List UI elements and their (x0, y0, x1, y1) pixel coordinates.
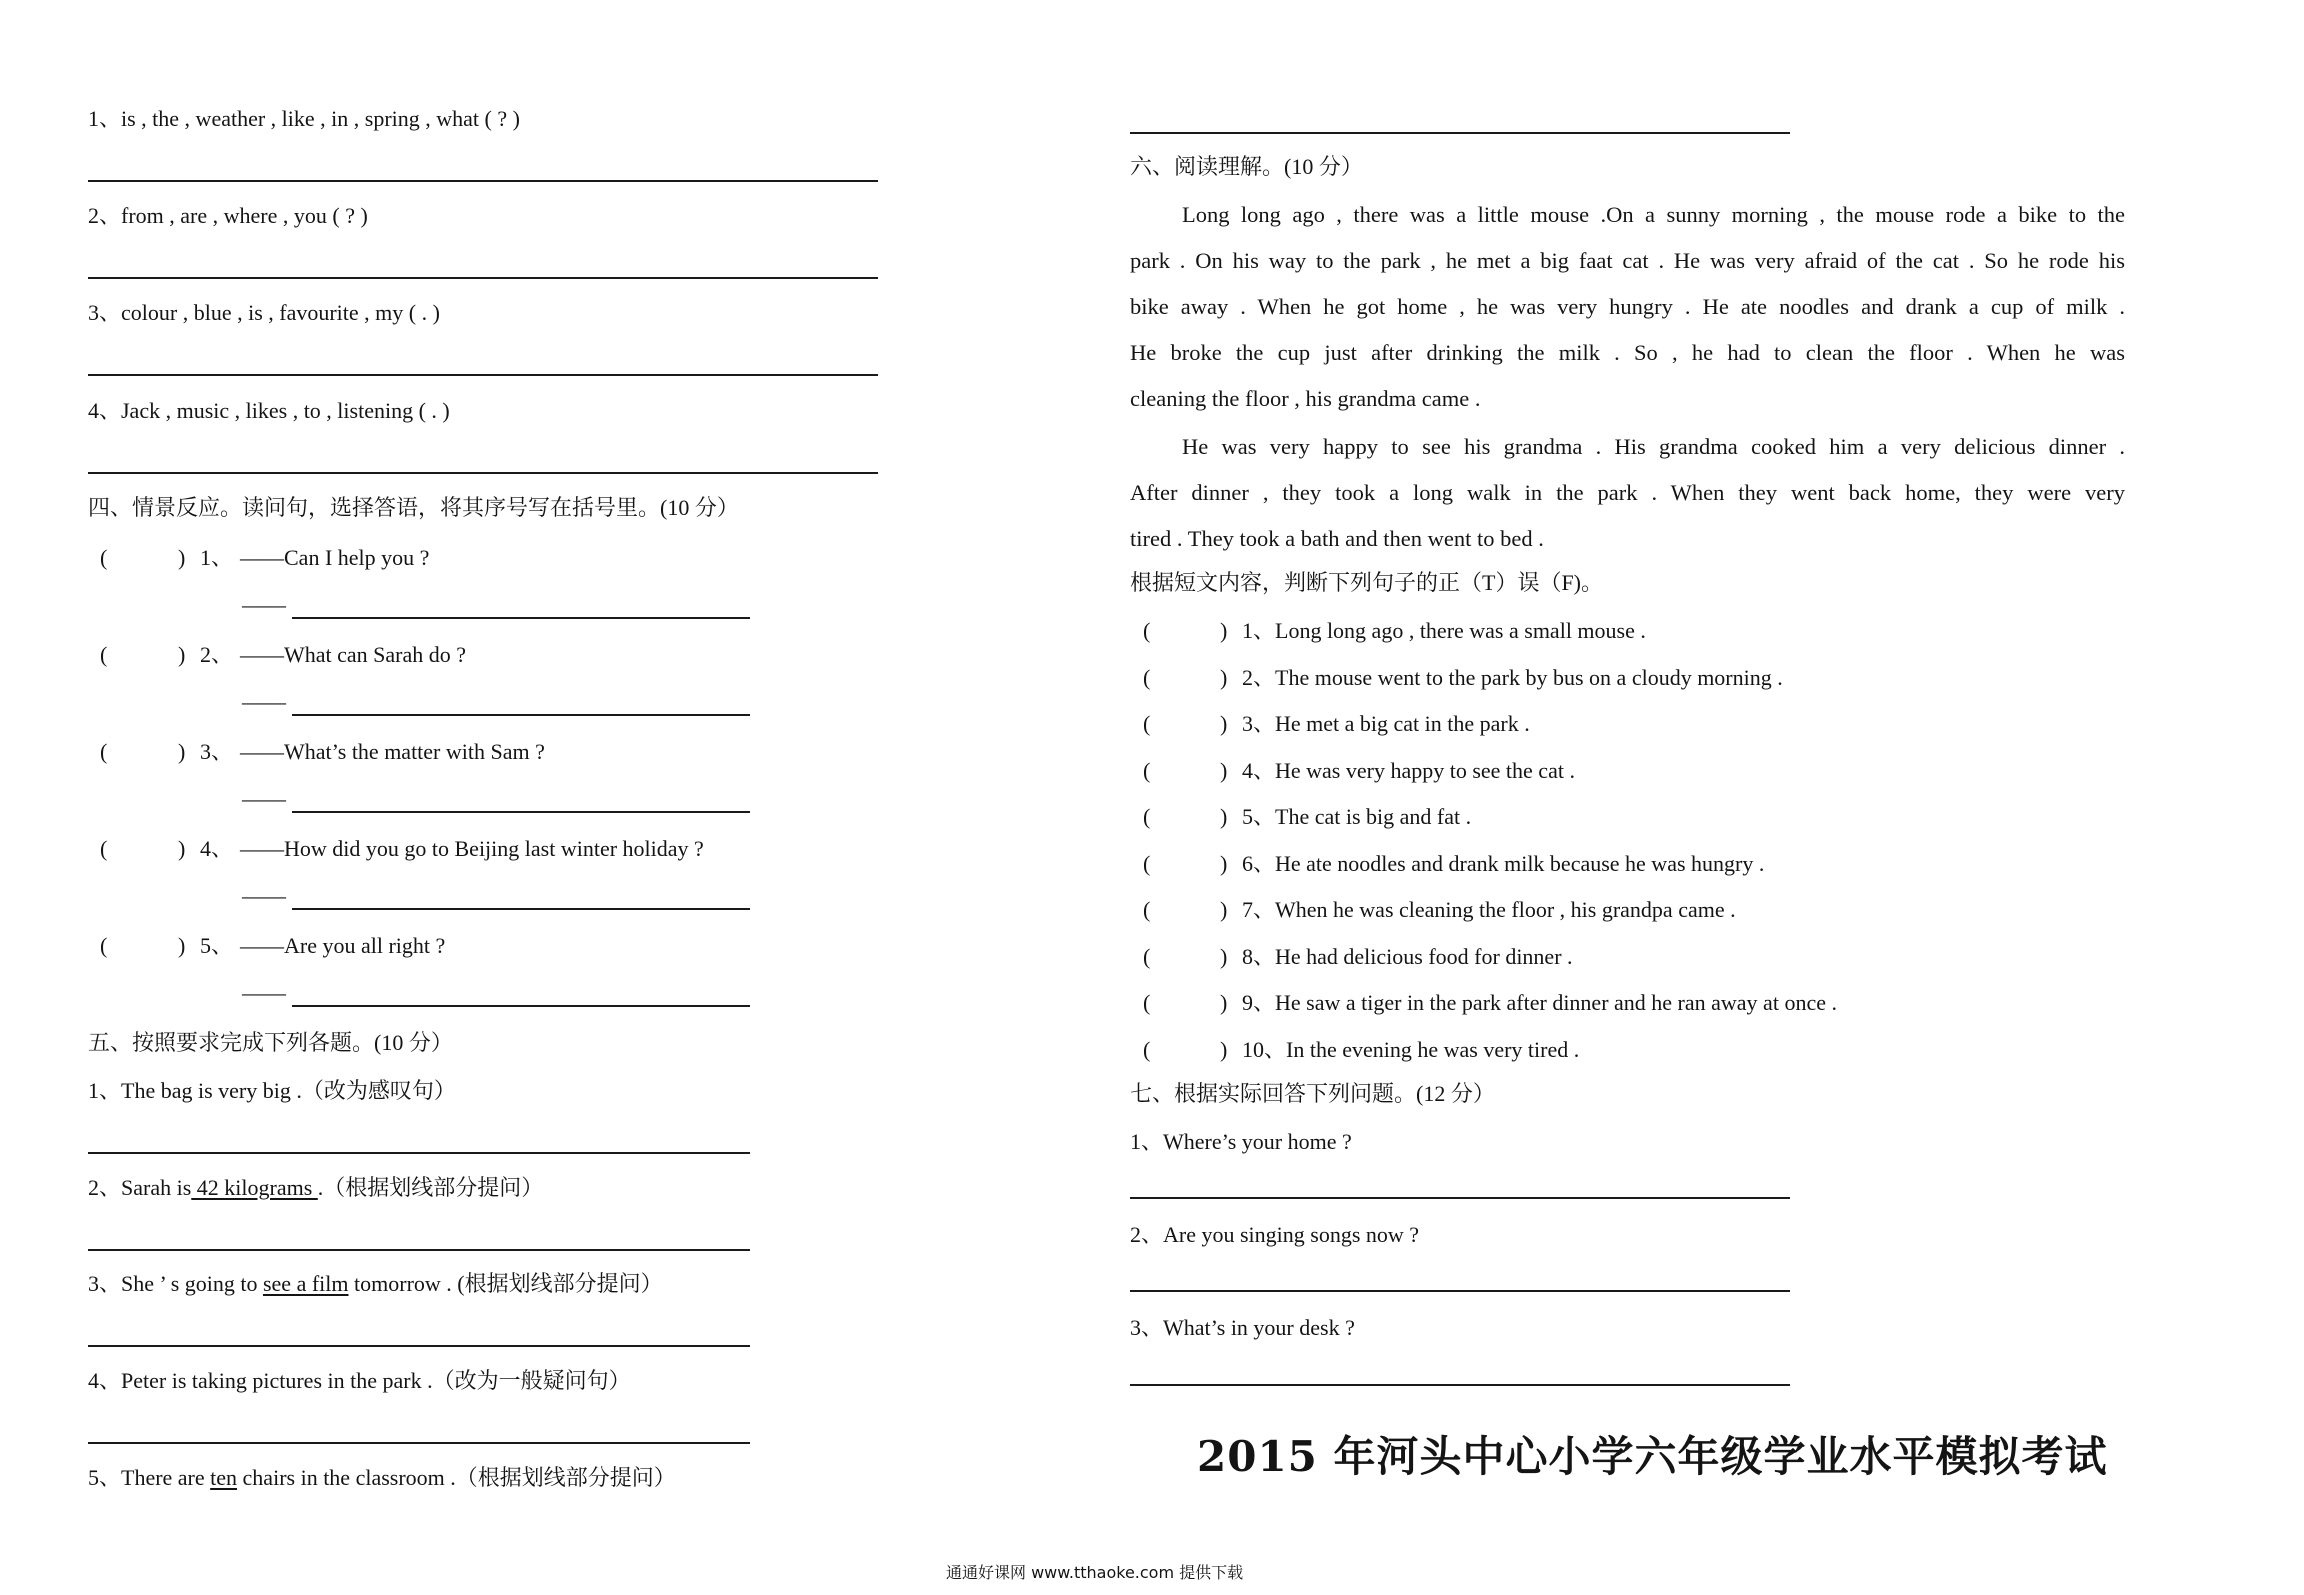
answer-question-2: 2、Are you singing songs now ? (1130, 1222, 1420, 1247)
item-instruction: （改为感叹句） (301, 1078, 456, 1103)
answer-paren-open: ( (1143, 618, 1151, 643)
answer-paren-close: ) (1220, 711, 1228, 736)
item-text: 1、The bag is very big . (88, 1078, 302, 1103)
answer-paren-close: ) (1220, 851, 1228, 876)
passage-line: He broke the cup just after drinking the milk . So , he had to clean the floor . When he was (1130, 340, 2125, 365)
item-instruction: （改为一般疑问句） (432, 1368, 631, 1393)
passage-line: cleaning the floor , his grandma came . (1130, 386, 1481, 411)
answer-paren-close: ) (178, 545, 186, 570)
reading-passage-p2 (1130, 424, 2125, 562)
dialog-number: 2、 (200, 642, 234, 667)
answer-paren-close: ) (1220, 665, 1228, 690)
item-instruction: tomorrow . (根据划线部分提问） (348, 1271, 663, 1296)
item-text: 5、There are (88, 1465, 211, 1490)
answer-paren-open: ( (100, 545, 108, 570)
dialog-number: 5、 (200, 933, 234, 958)
answer-paren-close: ) (178, 642, 186, 667)
reorder-item-2: 2、from , are , where , you ( ? ) (88, 203, 368, 228)
answer-line[interactable] (88, 277, 878, 279)
transform-item-2 (88, 1177, 543, 1199)
section-4-heading: 四、情景反应。读问句，选择答语，将其序号写在括号里。(10 分） (88, 495, 739, 520)
tf-item-4: 4、He was very happy to see the cat . (1242, 758, 1575, 783)
answer-line[interactable] (88, 374, 878, 376)
tf-item-3: 3、He met a big cat in the park . (1242, 711, 1530, 736)
answer-line[interactable] (88, 1442, 750, 1444)
answer-question-3: 3、What’s in your desk ? (1130, 1315, 1355, 1340)
tf-item-2: 2、The mouse went to the park by bus on a cloudy morning . (1242, 665, 1783, 690)
tf-item-8: 8、He had delicious food for dinner . (1242, 944, 1573, 969)
passage-line: tired . They took a bath and then went to bed . (1130, 526, 1544, 551)
underlined-phrase: 42 kilograms (191, 1175, 318, 1200)
passage-line: After dinner , they took a long walk in the park . When they went back home, they were very (1130, 480, 2125, 505)
answer-paren-open: ( (100, 642, 108, 667)
answer-line[interactable] (292, 811, 750, 813)
dialog-question: ——What’s the matter with Sam ? (240, 739, 545, 764)
answer-line[interactable] (1130, 1197, 1790, 1199)
answer-paren-close: ) (1220, 897, 1228, 922)
tf-item-9: 9、He saw a tiger in the park after dinner and he ran away at once . (1242, 990, 1837, 1015)
answer-paren-close: ) (1220, 618, 1228, 643)
answer-paren-close: ) (1220, 758, 1228, 783)
true-false-instruction: 根据短文内容，判断下列句子的正（T）误（F)。 (1130, 570, 1604, 595)
answer-line[interactable] (292, 617, 750, 619)
answer-question-1: 1、Where’s your home ? (1130, 1129, 1352, 1154)
answer-paren-open: ( (100, 836, 108, 861)
passage-line: bike away . When he got home , he was very hungry . He ate noodles and drank a cup of milk . (1130, 294, 2125, 319)
footer-source: 通通好课网 www.tthaoke.com 提供下载 (946, 1563, 1244, 1582)
dialog-number: 1、 (200, 545, 234, 570)
passage-line: He was very happy to see his grandma . His grandma cooked him a very delicious dinner . (1182, 434, 2125, 459)
answer-paren-open: ( (100, 933, 108, 958)
exam-title: 2015 年河头中心小学六年级学业水平模拟考试 (1197, 1432, 2108, 1481)
answer-line[interactable] (292, 1005, 750, 1007)
answer-line[interactable] (1130, 1384, 1790, 1386)
answer-line[interactable] (88, 1249, 750, 1251)
answer-line[interactable] (292, 714, 750, 716)
answer-paren-open: ( (1143, 665, 1151, 690)
answer-line[interactable] (1130, 1290, 1790, 1292)
answer-paren-open: ( (100, 739, 108, 764)
tf-item-7: 7、When he was cleaning the floor , his grandpa came . (1242, 897, 1736, 922)
passage-line: Long long ago , there was a little mouse .On a sunny morning , the mouse rode a bike to the (1182, 202, 2125, 227)
answer-paren-open: ( (1143, 758, 1151, 783)
reorder-item-3: 3、colour , blue , is , favourite , my ( . ) (88, 300, 440, 325)
answer-paren-close: ) (178, 739, 186, 764)
answer-dash: —— (242, 980, 286, 1005)
answer-paren-close: ) (1220, 804, 1228, 829)
dialog-number: 4、 (200, 836, 234, 861)
passage-line: park . On his way to the park , he met a big faat cat . He was very afraid of the cat . So he rode his (1130, 248, 2125, 273)
dialog-question: ——How did you go to Beijing last winter holiday ? (240, 836, 704, 861)
answer-paren-open: ( (1143, 944, 1151, 969)
dialog-question: ——What can Sarah do ? (240, 642, 467, 667)
answer-paren-open: ( (1143, 851, 1151, 876)
answer-dash: —— (242, 786, 286, 811)
reorder-item-1: 1、is , the , weather , like , in , spring , what ( ? ) (88, 106, 520, 131)
transform-item-1 (88, 1080, 456, 1102)
underlined-phrase: ten (210, 1465, 238, 1490)
answer-dash: —— (242, 689, 286, 714)
section-7-heading: 七、根据实际回答下列问题。(12 分） (1130, 1081, 1495, 1106)
item-text: 2、Sarah is (88, 1175, 192, 1200)
answer-paren-close: ) (178, 836, 186, 861)
tf-item-1: 1、Long long ago , there was a small mouse . (1242, 618, 1646, 643)
answer-paren-close: ) (1220, 990, 1228, 1015)
underlined-phrase: see a film (262, 1271, 349, 1296)
transform-item-3 (88, 1273, 663, 1295)
dialog-question: ——Can I help you ? (240, 545, 430, 570)
tf-item-10: 10、In the evening he was very tired . (1242, 1037, 1580, 1062)
answer-line[interactable] (88, 1345, 750, 1347)
tf-item-5: 5、The cat is big and fat . (1242, 804, 1472, 829)
answer-dash: —— (242, 883, 286, 908)
item-instruction: .（根据划线部分提问） (317, 1175, 544, 1200)
answer-line[interactable] (292, 908, 750, 910)
answer-paren-close: ) (178, 933, 186, 958)
section-6-heading: 六、阅读理解。(10 分） (1130, 154, 1363, 179)
reading-passage-p1 (1130, 192, 2125, 422)
dialog-question: ——Are you all right ? (240, 933, 446, 958)
transform-item-4 (88, 1370, 631, 1392)
answer-dash: —— (242, 592, 286, 617)
answer-paren-open: ( (1143, 990, 1151, 1015)
reorder-item-4: 4、Jack , music , likes , to , listening ( . ) (88, 398, 450, 423)
answer-paren-open: ( (1143, 1037, 1151, 1062)
item-text: 3、She ’ s going to (88, 1271, 263, 1296)
answer-paren-close: ) (1220, 1037, 1228, 1062)
section-5-heading: 五、按照要求完成下列各题。(10 分） (88, 1030, 453, 1055)
answer-paren-close: ) (1220, 944, 1228, 969)
answer-line[interactable] (88, 1152, 750, 1154)
tf-item-6: 6、He ate noodles and drank milk because he was hungry . (1242, 851, 1765, 876)
transform-item-5 (88, 1467, 676, 1489)
answer-line[interactable] (88, 472, 878, 474)
answer-paren-open: ( (1143, 897, 1151, 922)
dialog-number: 3、 (200, 739, 234, 764)
answer-line[interactable] (88, 180, 878, 182)
answer-paren-open: ( (1143, 711, 1151, 736)
answer-line[interactable] (1130, 132, 1790, 134)
answer-paren-open: ( (1143, 804, 1151, 829)
item-text: 4、Peter is taking pictures in the park . (88, 1368, 433, 1393)
item-instruction: chairs in the classroom .（根据划线部分提问） (237, 1465, 676, 1490)
